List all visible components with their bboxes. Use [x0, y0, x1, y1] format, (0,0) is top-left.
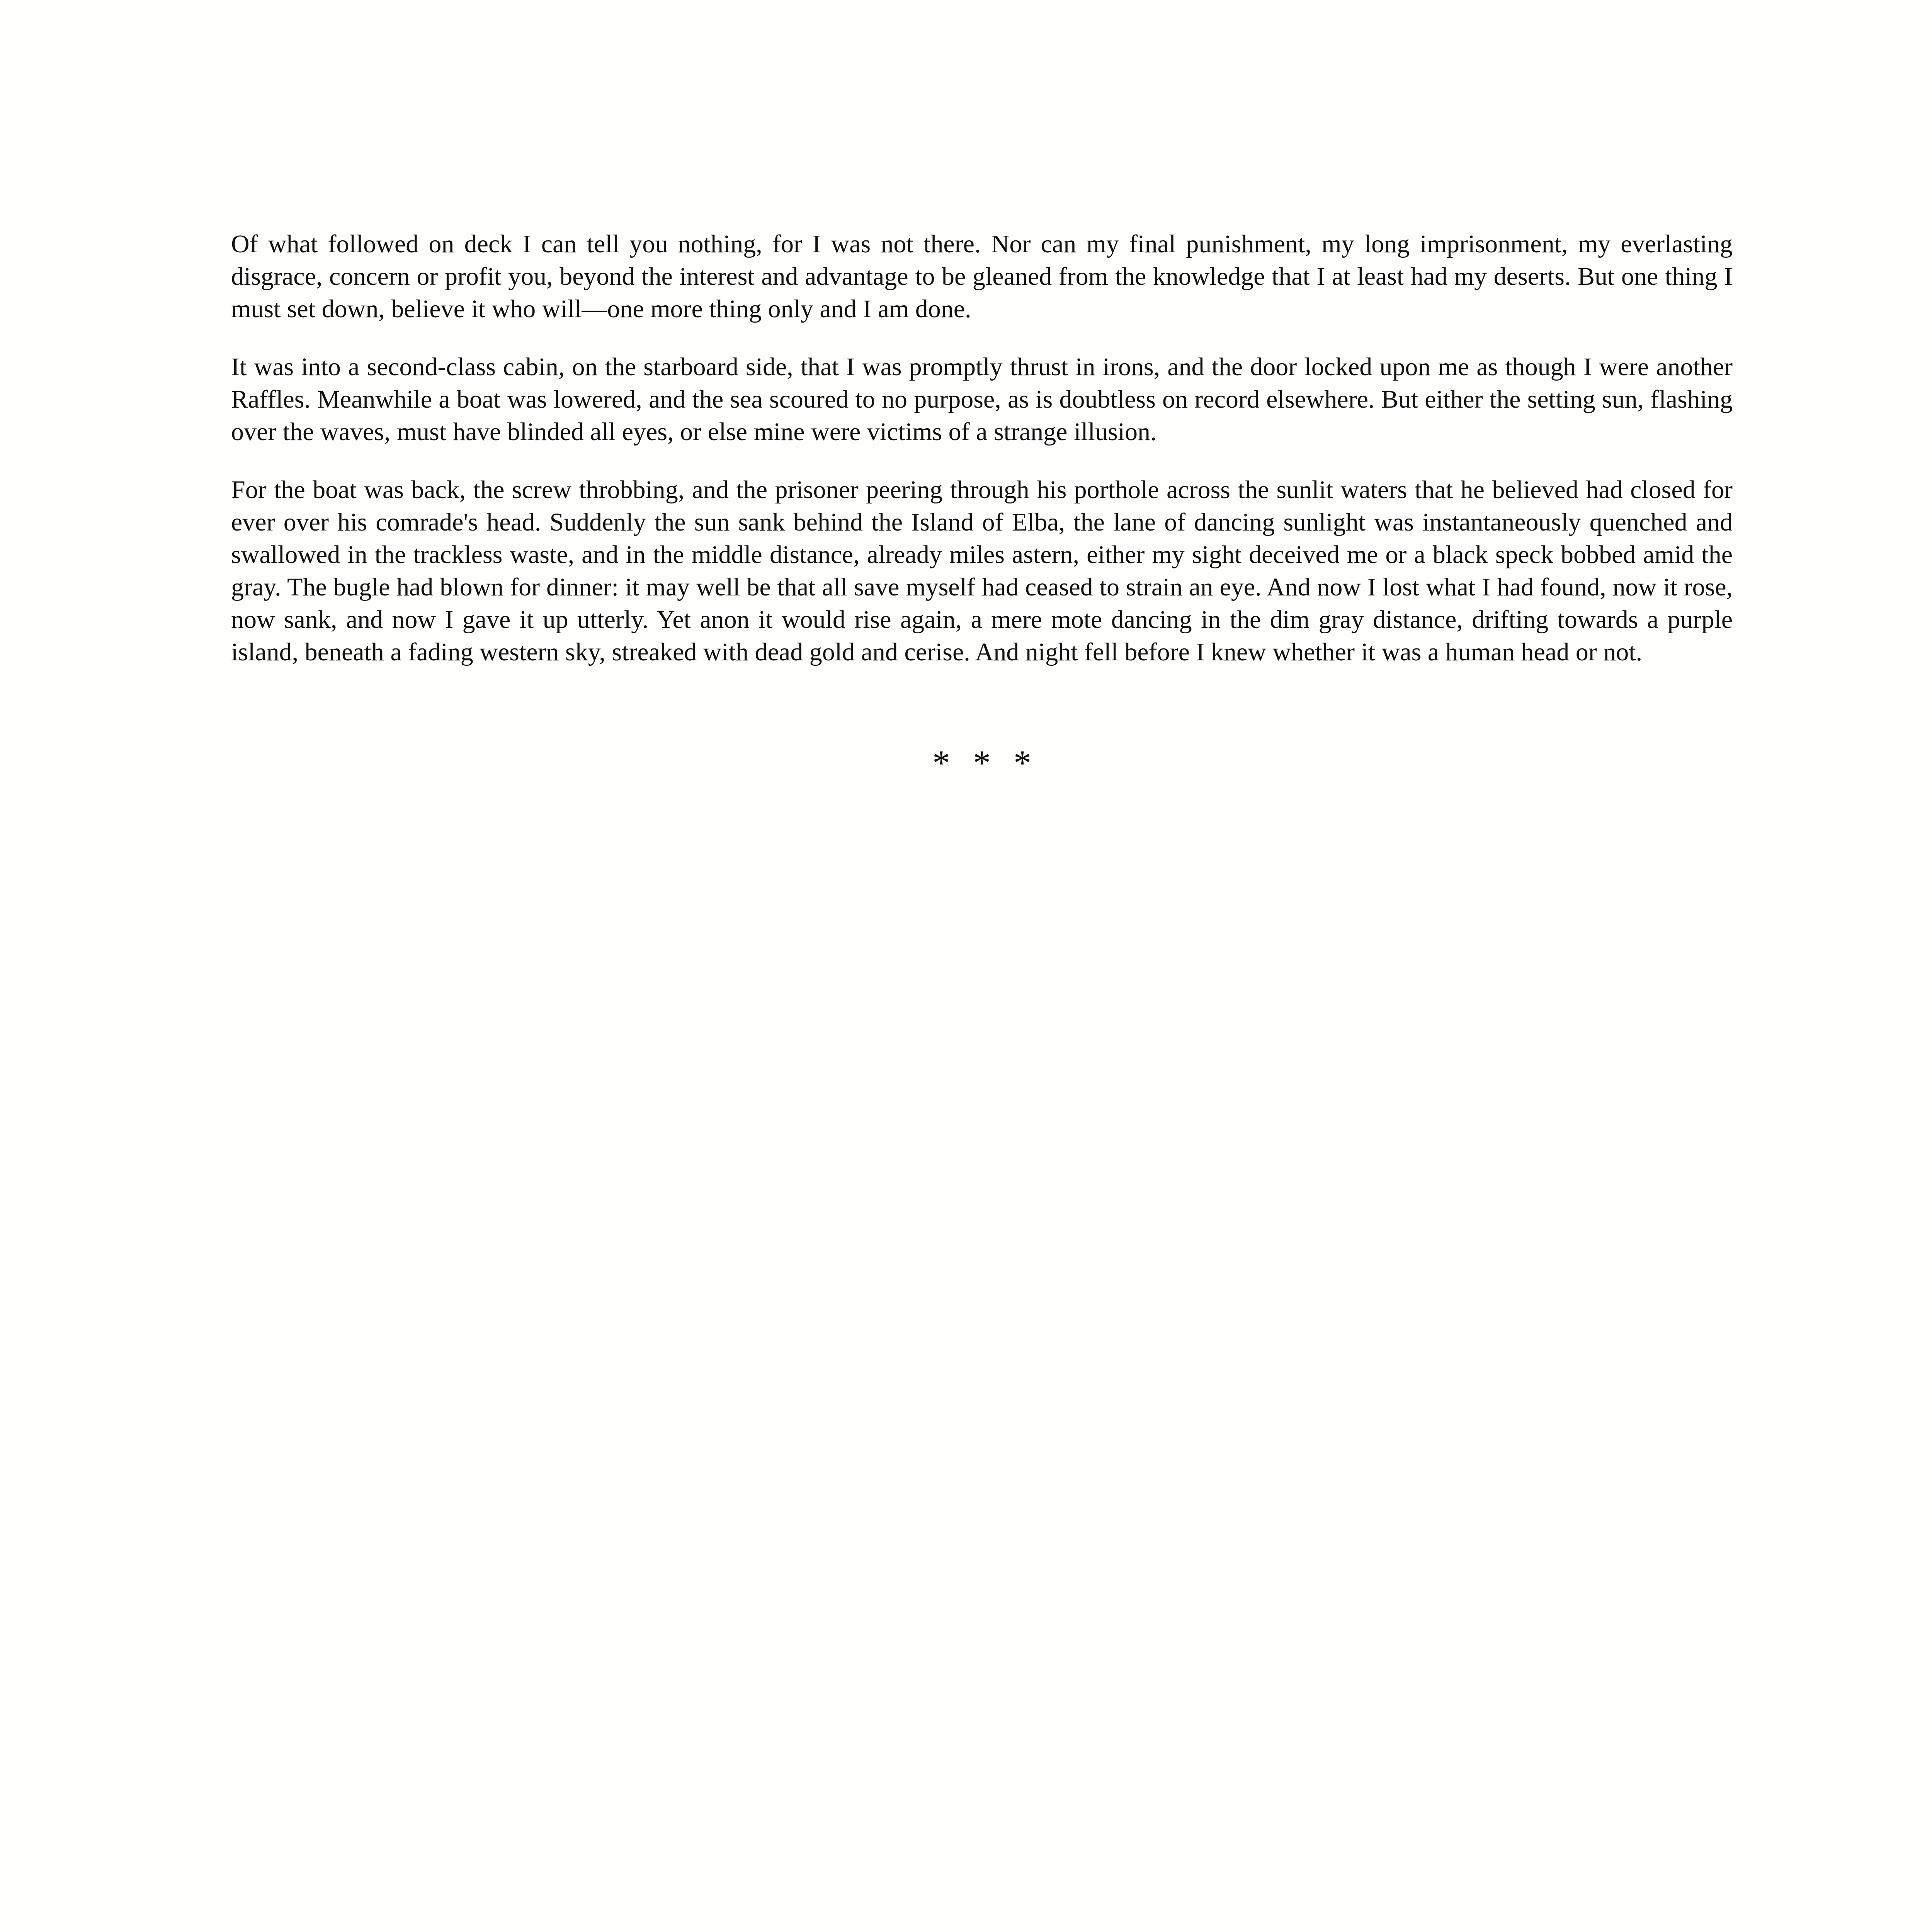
paragraph: For the boat was back, the screw throbbing, and the prisoner peering through his porthole across the sunlit waters that he believed had closed for ever over his comrade's head. Suddenly the sun sank behind the Island of Elba, the lane of dancing sunlight was instantaneously quenched and swallowed in the trackless waste, and in the middle distance, already miles astern, either my sight deceived me or a black speck bobbed amid the gray. The bugle had blown for dinner: it may well be that all save myself had ceased to strain an eye. And now I lost what I had found, now it rose, now sank, and now I gave it up utterly. Yet anon it would rise again, a mere mote dancing in the dim gray distance, drifting towards a purple island, beneath a fading western sky, streaked with dead gold and cerise. And night fell before I knew whether it was a human head or not.: [231, 476, 1733, 666]
section-break: * * *: [932, 743, 1038, 782]
paragraph: It was into a second-class cabin, on the starboard side, that I was promptly thrust in irons, and the door locked upon me as though I were another Raffles. Meanwhile a boat was lowered, and the sea scoured to no purpose, as is doubtless on record elsewhere. But either the setting sun, flashing over the waves, must have blinded all eyes, or else mine were victims of a strange illusion.: [231, 353, 1733, 446]
body-text: [231, 228, 1733, 694]
paragraph: Of what followed on deck I can tell you nothing, for I was not there. Nor can my final punishment, my long imprisonment, my everlasting disgrace, concern or profit you, beyond the interest and advantage to be gleaned from the knowledge that I at least had my deserts. But one thing I must set down, believe it who will—one more thing only and I am done.: [231, 230, 1733, 323]
